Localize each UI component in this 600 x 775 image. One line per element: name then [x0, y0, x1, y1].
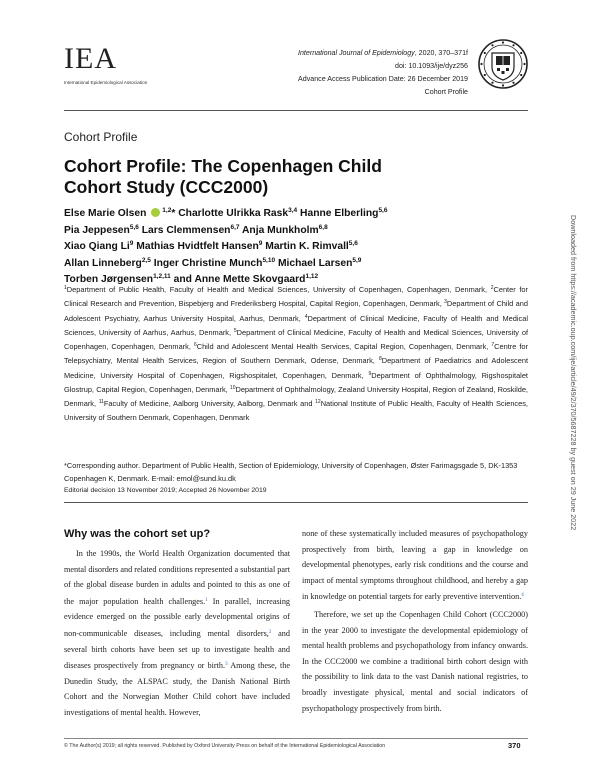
author-affil-sup: 1,12 [305, 273, 319, 281]
article-type: Cohort Profile [424, 88, 468, 96]
affil-num: 12 [315, 399, 321, 406]
oxford-seal-icon [477, 38, 529, 90]
footer-rule [64, 738, 528, 739]
author-affil-sup: 5,6 [378, 207, 388, 214]
reference-link[interactable]: 1 [205, 597, 208, 603]
affil-text: Department of Ophthalmology, Rigshospitalet Glostrup, Capital Region, Copenhagen, Denmark, [64, 370, 528, 395]
iea-logo-subtitle: International Epidemiological Association [64, 80, 148, 85]
affil-text: Department of Child and Adolescent Psychiatry, Aarhus University Hospital, Aarhus, Denmark, [64, 299, 528, 323]
author-name[interactable]: Charlotte Ulrikka Rask [178, 208, 289, 219]
affil-num: 6 [193, 342, 197, 349]
affiliations [64, 282, 528, 424]
body-column-right [302, 526, 528, 716]
body-column-left [64, 544, 290, 721]
paragraph [302, 526, 528, 605]
author-affil-sup: 6,7 [230, 223, 240, 231]
author-name[interactable]: Michael Larsen [277, 257, 353, 269]
section-rule [64, 502, 528, 503]
affil-num: 2 [490, 285, 494, 291]
paragraph-text: In parallel, increasing evidence emerged on the possible early developmental origins of non-communicable diseases, including mental disorders, [64, 596, 291, 638]
paragraph-text: and several birth cohorts have been set up to investigate health and diseases prospectively from pregnancy or birth. [64, 628, 290, 671]
reference-link[interactable]: 4 [521, 593, 524, 599]
author-affil-sup: 2,5 [141, 256, 151, 264]
section-label: Cohort Profile [64, 130, 138, 144]
affil-text: Faculty of Medicine, Aalborg University, Aalborg, Denmark and [103, 399, 316, 409]
journal-citation: , 2020, 370–371f [414, 49, 468, 57]
paragraph [64, 546, 290, 721]
paragraph-text: none of these systematically included measures of psychopathology prospectively from birth, leaving a gap in knowledge on developmental phenotypes, early risk conditions and the course and impact of mental symptoms throughout childhood, and hereby a gap in knowledge on potential targets for early preventive intervention. [302, 529, 528, 602]
author-affil-sup: 5,6 [129, 223, 139, 231]
author-affil-sup: 9 [129, 240, 134, 248]
corresponding-author: *Corresponding author. Department of Public Health, Section of Epidemiology, University of Copenhagen, Øster Farimagsgade 5, DK-1353 Copenhagen K, Denmark. E-mail: emol@sund.ku.dk [64, 461, 518, 483]
author-affil-sup: 5,10 [262, 256, 276, 264]
author-affil-sup: 1,2 [162, 207, 172, 214]
author-name[interactable]: Else Marie Olsen [64, 208, 147, 219]
reference-link[interactable]: 2 [268, 629, 272, 635]
orcid-icon[interactable] [151, 208, 160, 217]
paragraph-text: Among these, the Dunedin Study, the ALSPAC study, the Danish National Birth Cohort and the Norwegian Mother Child cohort have included investigations of mental health. However, [64, 661, 291, 717]
author-affil-sup: 3,4 [288, 207, 298, 214]
affil-text: Department of Paediatrics and Adolescent Medicine, University Hospital of Copenhagen, Rigshospitalet, Copenhagen, Denmark, [64, 356, 528, 380]
affil-num: 4 [304, 313, 308, 320]
author-name[interactable]: Martin K. Rimvall [265, 241, 349, 253]
author-affil-sup: 6,8 [318, 223, 328, 231]
affil-num: 3 [444, 299, 447, 306]
doi[interactable]: doi: 10.1093/ije/dyz256 [395, 62, 468, 70]
author-name[interactable]: Xiao Qiang Li [64, 241, 130, 253]
article-title: Cohort Profile: The Copenhagen Child Cohort Study (CCC2000) [64, 156, 382, 197]
affil-text: Department of Ophthalmology, Zealand University Hospital, Region of Zealand, Roskilde, Denmark, [64, 385, 528, 409]
journal-name[interactable]: International Journal of Epidemiology [298, 49, 415, 57]
editorial-dates: Editorial decision 13 November 2019; Accepted 26 November 2019 [64, 487, 267, 494]
affil-text: Child and Adolescent Mental Health Services, Capital Region, Copenhagen, Denmark, [196, 342, 492, 352]
author-name[interactable]: Allan Linneberg [64, 257, 142, 269]
author-affil-sup: 9 [258, 240, 263, 248]
affil-text: Department of Clinical Medicine, Faculty of Health and Medical Sciences, University of Aarhus, Aarhus, Denmark, [64, 313, 528, 337]
paragraph: Therefore, we set up the Copenhagen Child Cohort (CCC2000) in the year 2000 to investigate the developmental epidemiology of mental health problems and psychopathology from infancy onwards. In the CCC2000 we combine a traditional birth cohort design with the possibility to link data to the vast Danish national registries, to broadly investigate physical, mental and social indicators of psychopathology prospectively from birth. [302, 609, 528, 713]
author-name[interactable]: Mathias Hvidtfelt Hansen [136, 241, 259, 253]
affil-text: Department of Clinical Medicine, Faculty of Health and Medical Sciences, University of Copenhagen, Copenhagen, Denmark, [64, 327, 528, 352]
header-rule [64, 110, 528, 111]
author-name[interactable]: Anne Mette Skovgaard [194, 274, 306, 286]
author-name[interactable]: Inger Christine Munch [153, 257, 263, 269]
affil-text: Center for Clinical Research and Prevention, Bispebjerg and Frederiksberg Hospital, Capital Region, Copenhagen, Denmark, [64, 285, 528, 309]
affil-num: 5 [233, 327, 237, 334]
author-name[interactable]: Lars Clemmensen [141, 224, 231, 236]
author-name[interactable]: Anja Munkholm [242, 224, 319, 236]
author-affil-sup: 5,9 [352, 256, 362, 264]
affil-num: 11 [98, 399, 104, 406]
author-and: and [173, 274, 192, 286]
author-affil-sup: 5,6 [348, 240, 358, 248]
iea-logo: IEA [64, 42, 117, 75]
author-name[interactable]: Hanne Elberling [300, 208, 379, 219]
affil-num: 1 [64, 285, 67, 291]
affil-num: 7 [491, 342, 495, 349]
copyright-notice: © The Author(s) 2019; all rights reserved. Published by Oxford University Press on behalf of the International Epidemiological Association [64, 743, 386, 749]
paragraph-text: In the 1990s, the World Health Organization documented that mental disorders and related conditions represented a substantial part of the global disease burden in adults and pointed to this as one of the major population health challenges. [64, 549, 290, 606]
affil-num: 9 [368, 370, 372, 377]
affil-text: National Institute of Public Health, Faculty of Health Sciences, University of Southern Denmark, Copenhagen, Denmark [64, 399, 528, 422]
affil-text: Centre for Telepsychiatry, Mental Health Services, Region of Southern Denmark, Odense, Denmark, [64, 342, 528, 366]
reference-link[interactable]: 3 [225, 662, 228, 668]
affil-num: 8 [378, 356, 382, 363]
download-watermark[interactable]: Downloaded from https://academic.oup.com/ije/article/49/2/370/5687228 by guest on 29 June 2022 [569, 215, 578, 531]
author-name[interactable]: Pia Jeppesen [64, 224, 130, 236]
corresponding-mark: * [171, 208, 176, 219]
affil-num: 10 [229, 385, 236, 392]
page-number: 370 [508, 741, 521, 750]
section-heading: Why was the cohort set up? [64, 528, 211, 540]
advance-access-date: Advance Access Publication Date: 26 December 2019 [298, 75, 468, 83]
author-name[interactable]: Torben Jørgensen [64, 274, 154, 286]
author-affil-sup: 1,2,11 [153, 273, 171, 281]
journal-info [208, 47, 468, 99]
affil-text: Department of Public Health, Faculty of Health and Medical Sciences, University of Copenhagen, Copenhagen, Denmark, [66, 285, 491, 294]
author-list [64, 204, 424, 287]
